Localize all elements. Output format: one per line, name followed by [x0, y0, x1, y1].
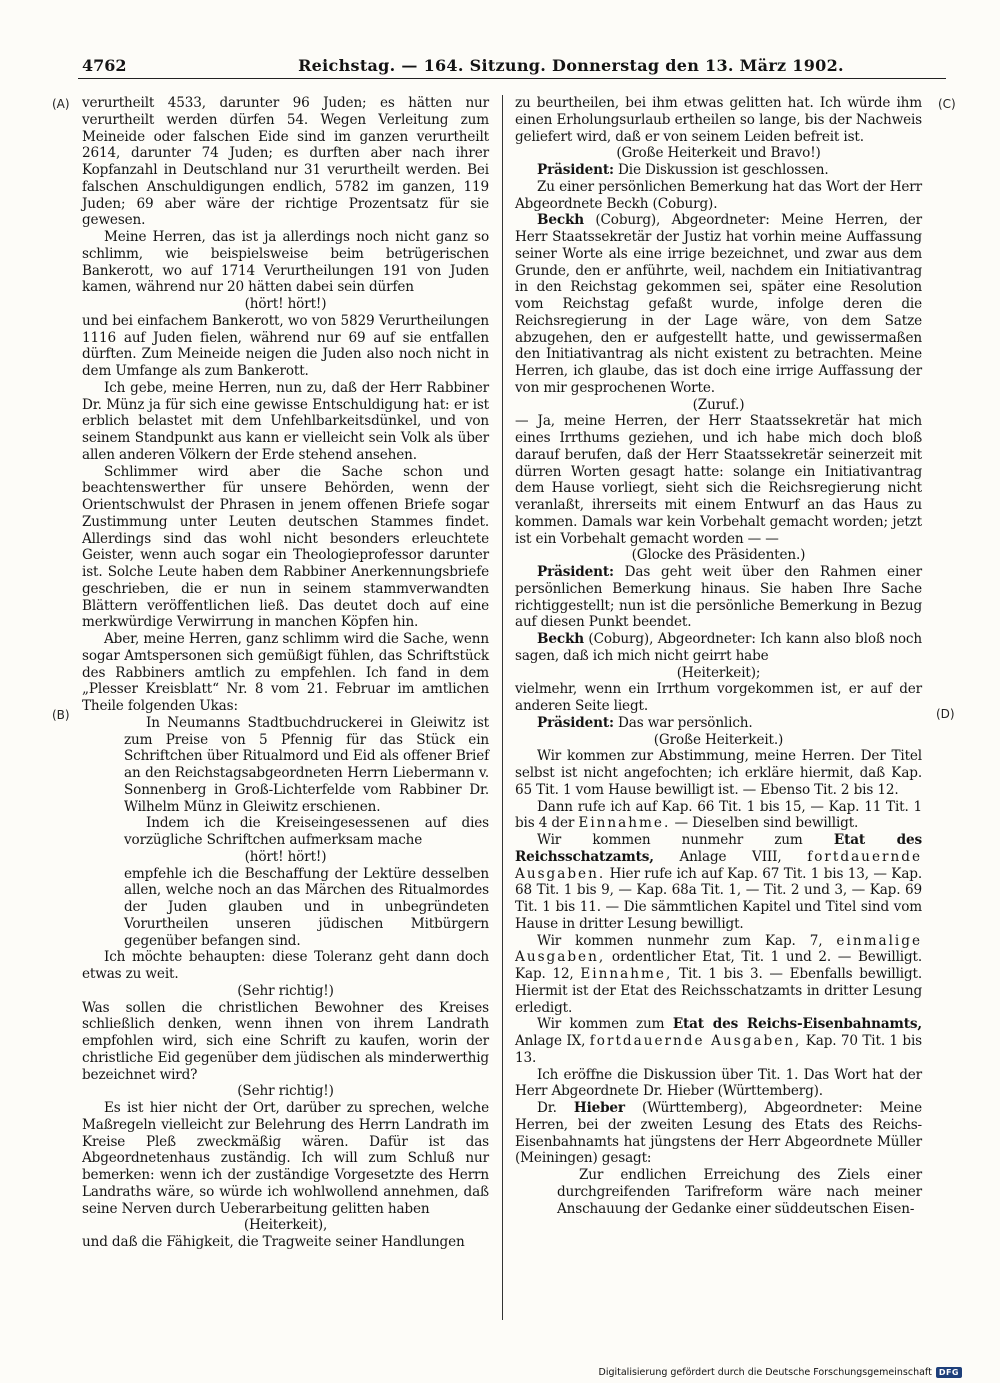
speaker-title: Dr. [537, 1100, 557, 1116]
quoted-notice: In Neumanns Stadtbuchdruckerei in Gleiwitz ist zum Preise von 5 Pfennig für das Stück ein Schriftchen über Ritualmord und Eid als offener Brief an den Reichstagsabgeordneten Herrn Liebermann v. Sonnenberg in Groß-Lichterfelde vom Rabbiner Dr. Wilhelm Münz in Gleiwitz erschienen. [124, 714, 489, 815]
interjection: (Glocke des Präsidenten.) [631, 547, 806, 564]
running-head: Reichstag. — 164. Sitzung. Donnerstag den 13. März 1902. [298, 56, 844, 75]
speech-text: Wir kommen nunmehr zum [537, 832, 803, 848]
speaker-president: Präsident: [537, 162, 614, 178]
paragraph [515, 933, 922, 1017]
margin-marker-d: (D) [936, 707, 955, 721]
speech-text: Tit. 1 bis 3. — Ebenfalls bewilligt. Hiermit ist der Etat des Reichsschatzamts in dritter Lesung erledigt. [515, 966, 923, 1016]
paragraph [515, 1100, 922, 1167]
speech-text: Wir kommen nunmehr zum Kap. 7, [537, 932, 823, 949]
paragraph: und daß die Fähigkeit, die Tragweite seiner Handlungen [82, 1234, 465, 1250]
speech-text: Die Diskussion ist geschlossen. [618, 162, 829, 178]
paragraph: verurtheilt 4533, darunter 96 Juden; es hätten nur verurtheilt werden dürfen 54. Wegen Verleitung zum Meineide oder falschen Eide sind im ganzen verurtheilt 2614, darunter 74 Juden; es durften aber nach ihrer Kopfanzahl in Deutschland nur 31 verurtheilt werden. Bei falschen Anschuldigungen endlich, 5782 im ganzen, 119 Juden; 69 aber wäre der richtige Prozentsatz für sie gewesen. [82, 95, 489, 229]
paragraph [515, 715, 922, 732]
speech-text: Das war persönlich. [618, 714, 753, 731]
paragraph: Es ist hier nicht der Ort, darüber zu sprechen, welche Maßregeln vielleicht zur Belehrung des Herrn Landrath im Kreise Pleß zweckmäßig wären. Dafür ist das Abgeordnetenhaus zuständig. Ich will zum Schluß nur bemerken: wenn ich der zuständige Vorgesetzte des Herrn Landraths wäre, so würde ich wohlwollend annehmen, daß seine Nerven durch Ueberarbeitung gelitten haben [82, 1100, 489, 1217]
paragraph: Wir kommen zur Abstimmung, meine Herren. Der Titel selbst ist nicht angefochten; ich erkläre hiermit, daß Kap. 65 Tit. 1 vom Hause bewilligt ist. — Ebenso Tit. 2 bis 12. [515, 748, 922, 798]
paragraph [515, 162, 922, 179]
budget-title: Etat des Reichsschatzamts, [515, 832, 922, 865]
speech-text: ordentlicher Etat, Tit. 1 und 2. — Bewilligt. Kap. 12, [515, 949, 922, 982]
paragraph: zu beurtheilen, bei ihm etwas gelitten hat. Ich würde ihm einen Erholungsurlaub ertheilen so lange, bis der Nachweis geliefert wird, daß er von seinem Leiden befreit ist. [515, 95, 922, 145]
spaced-term: fortdauernde Ausgaben, [589, 1033, 802, 1049]
speaker-name: Hieber [573, 1100, 625, 1116]
paragraph: Aber, meine Herren, ganz schlimm wird die Sache, wenn sogar Amtspersonen sich gemüßigt fühlen, das Schriftstück des Rabbiners amtlich zu empfehlen. Ich fand in dem „Plesser Kreisblatt“ Nr. 8 vom 21. Februar im amtlichen Theile folgenden Ukas: [82, 631, 489, 714]
speaker-name: Beckh [537, 212, 584, 229]
column-divider [502, 95, 503, 1320]
interjection: (Sehr richtig!) [237, 1083, 334, 1100]
page-header [78, 56, 946, 79]
quoted-notice: empfehle ich die Beschaffung der Lektüre desselben allen, welche noch an das Märchen des Ritualmordes der Juden glauben und in unbegründeten Vorurtheilen unseren jüdischen Mitbürgern gegenüber befangen sind. [124, 865, 489, 949]
paragraph: Was sollen die christlichen Bewohner des Kreises schließlich denken, wenn ihnen von ihrem Landrath empfohlen wird, sich eine Schrift zu kaufen, worin der christliche Eid gegenüber dem jüdischen als minderwerthig bezeichnet wird? [82, 999, 489, 1083]
speech-text: (Coburg), Abgeordneter: Ich kann also bloß noch sagen, daß ich mich nicht geirrt habe [515, 631, 923, 664]
speaker-president: Präsident: [537, 564, 614, 580]
spaced-term: fortdauernde Ausgaben. [515, 848, 922, 882]
credit-text: Digitalisierung gefördert durch die Deutsche Forschungsgemeinschaft [598, 1367, 932, 1378]
margin-marker-c: (C) [938, 97, 956, 111]
paragraph: vielmehr, wenn ein Irrthum vorgekommen ist, er auf der anderen Seite liegt. [515, 681, 922, 714]
paragraph: — Ja, meine Herren, der Herr Staatssekretär hat mich eines Irrthums geziehen, und ich habe mich doch bloß darauf berufen, daß der Herr Staatssekretär seinerzeit mit dürren Worten gesagt hatte: solange ein Initiativantrag dem Hause vorliegt, sieht sich die Reichsregierung nicht veranlaßt, ihrerseits mit einem Entwurf an das Haus zu kommen. Damals war kein Vorbehalt gemacht worden; jetzt ist ein Vorbehalt gemacht worden — — [515, 413, 922, 547]
speech-text: Hier rufe ich auf Kap. 67 Tit. 1 bis 13, — Kap. 68 Tit. 1 bis 9, — Kap. 68a Tit. 1, — Tit. 2 und 3, — Kap. 69 Tit. 1 bis 11. — Die sämmtlichen Kapitel und Titel sind vom Hause in dritter Lesung bewilligt. [515, 865, 922, 932]
paragraph [515, 799, 922, 833]
speech-text: Anlage VIII, [679, 848, 782, 865]
digitization-credit [599, 1367, 962, 1378]
interjection: (Heiterkeit); [676, 664, 761, 681]
margin-marker-b: (B) [52, 708, 70, 722]
dfg-logo-icon: DFG [936, 1367, 962, 1378]
paragraph [515, 212, 922, 396]
budget-title: Etat des Reichs-Eisenbahnamts, [672, 1016, 922, 1033]
speech-text: Das geht weit über den Rahmen einer persönlichen Bemerkung hinaus. Sie haben Ihre Sache richtiggestellt; nun ist die persönliche Bemerkung in Bezug auf diesen Punkt beendet. [515, 564, 922, 631]
paragraph: Zu einer persönlichen Bemerkung hat das Wort der Herr Abgeordnete Beckh (Coburg). [515, 178, 922, 212]
paragraph: Ich gebe, meine Herren, nun zu, daß der Herr Rabbiner Dr. Münz ja für sich eine gewisse Entschuldigung hat: er ist erblich belastet mit dem Unfehlbarkeitsdünkel, und von seinem Standpunkt aus kann er vielleicht sein Volk als über allen anderen Völkern der Erde stehend ansehen. [82, 379, 489, 463]
paragraph: Meine Herren, das ist ja allerdings noch nicht ganz so schlimm, wie beispielsweise beim betrügerischen Bankerott, wo auf 1714 Verurtheilungen 191 von Juden kamen, während nur 20 hätten dabei sein dürfen [82, 229, 489, 296]
speech-text: — Dieselben sind bewilligt. [674, 815, 859, 832]
interjection: (Sehr richtig!) [237, 982, 334, 999]
margin-marker-a: (A) [52, 97, 70, 111]
paragraph: Ich eröffne die Diskussion über Tit. 1. Das Wort hat der Herr Abgeordnete Dr. Hieber (Württemberg). [515, 1066, 922, 1100]
right-column [515, 95, 922, 1217]
spaced-term: einmalige Ausgaben, [515, 932, 923, 966]
interjection: (Zuruf.) [692, 396, 745, 413]
speech-text: (Württemberg), Abgeordneter: Meine Herren, bei der zweiten Lesung des Etats des Reichs-Eisenbahnamts hat jüngstens der Herr Abgeordnete Müller (Meiningen) gesagt: [515, 1100, 922, 1167]
speaker-name: Beckh [537, 631, 584, 647]
spaced-term: Einnahme. [578, 815, 671, 832]
spaced-term: Einnahme, [580, 966, 673, 982]
interjection: (hört! hört!) [244, 848, 327, 865]
quoted-notice: Indem ich die Kreiseingesessenen auf dies vorzügliche Schriftchen aufmerksam mache [124, 815, 489, 848]
interjection: (Große Heiterkeit.) [653, 731, 784, 748]
speech-text: Dann rufe ich auf Kap. 66 Tit. 1 bis 15, — Kap. 11 Tit. 1 bis 4 der [515, 798, 922, 832]
left-column [82, 95, 489, 1251]
interjection: (hört! hört!) [244, 296, 327, 312]
paragraph: Schlimmer wird aber die Sache schon und beachtenswerther für unsere Behörden, wenn der Orientschwulst der Phrasen in jenem offenen Briefe sogar Zustimmung unter Leuten deutschen Stammes findet. Allerdings sind das wohl nicht besonders erleuchtete Geister, wenn auch sogar ein Theologieprofessor darunter ist. Solche Leute haben dem Rabbiner Anerkennungsbriefe geschrieben, die er nun in seinem stammverwandten Blättern veröffentlichen ließ. Das deutet doch auf eine merkwürdige Verwirrung in manchen Köpfen hin. [82, 463, 489, 631]
interjection: (Große Heiterkeit und Bravo!) [616, 145, 821, 162]
paragraph [515, 832, 922, 933]
paragraph: und bei einfachem Bankerott, wo von 5829 Verurtheilungen 1116 auf Juden fielen, während nur 69 auf sie entfallen dürften. Zum Meineide neigen die Juden also noch nicht in dem Umfange als zum Bankerott. [82, 312, 489, 379]
speech-text: Wir kommen zum [537, 1016, 665, 1033]
paragraph: Ich möchte behaupten: diese Toleranz geht dann doch etwas zu weit. [82, 949, 489, 982]
speech-text: Kap. 70 Tit. 1 bis 13. [515, 1033, 922, 1066]
paragraph [515, 1016, 922, 1066]
speech-text: Anlage IX, [515, 1033, 586, 1049]
page-number: 4762 [82, 56, 127, 75]
speech-text: (Coburg), Abgeordneter: Meine Herren, der Herr Staatssekretär der Justiz hat vorhin meine Auffassung seiner Worte als eine irrige bezeichnet, und zwar aus dem Grunde, den er anführte, weil, nachdem ein Initiativantrag in den Reichstag gekommen sei, später eine Resolution vom Reichstag gefaßt wurde, infolge deren die Reichsregierung in der Lage wäre, von dem Satze abzugehen, den er aufgestellt hatte, und gewissermaßen den Initiativantrag als nicht existent zu betrachten. Meine Herren, ich glaube, das ist doch eine irrige Auffassung der von mir gesprochenen Worte. [515, 212, 922, 396]
speaker-president: Präsident: [537, 714, 614, 731]
interjection: (Heiterkeit), [243, 1217, 328, 1234]
quoted-passage: Zur endlichen Erreichung des Ziels einer durchgreifenden Tarifreform wäre nach meiner Anschauung der Gedanke einer süddeutschen Eisen- [557, 1167, 922, 1217]
paragraph [515, 564, 922, 631]
paragraph [515, 631, 922, 665]
